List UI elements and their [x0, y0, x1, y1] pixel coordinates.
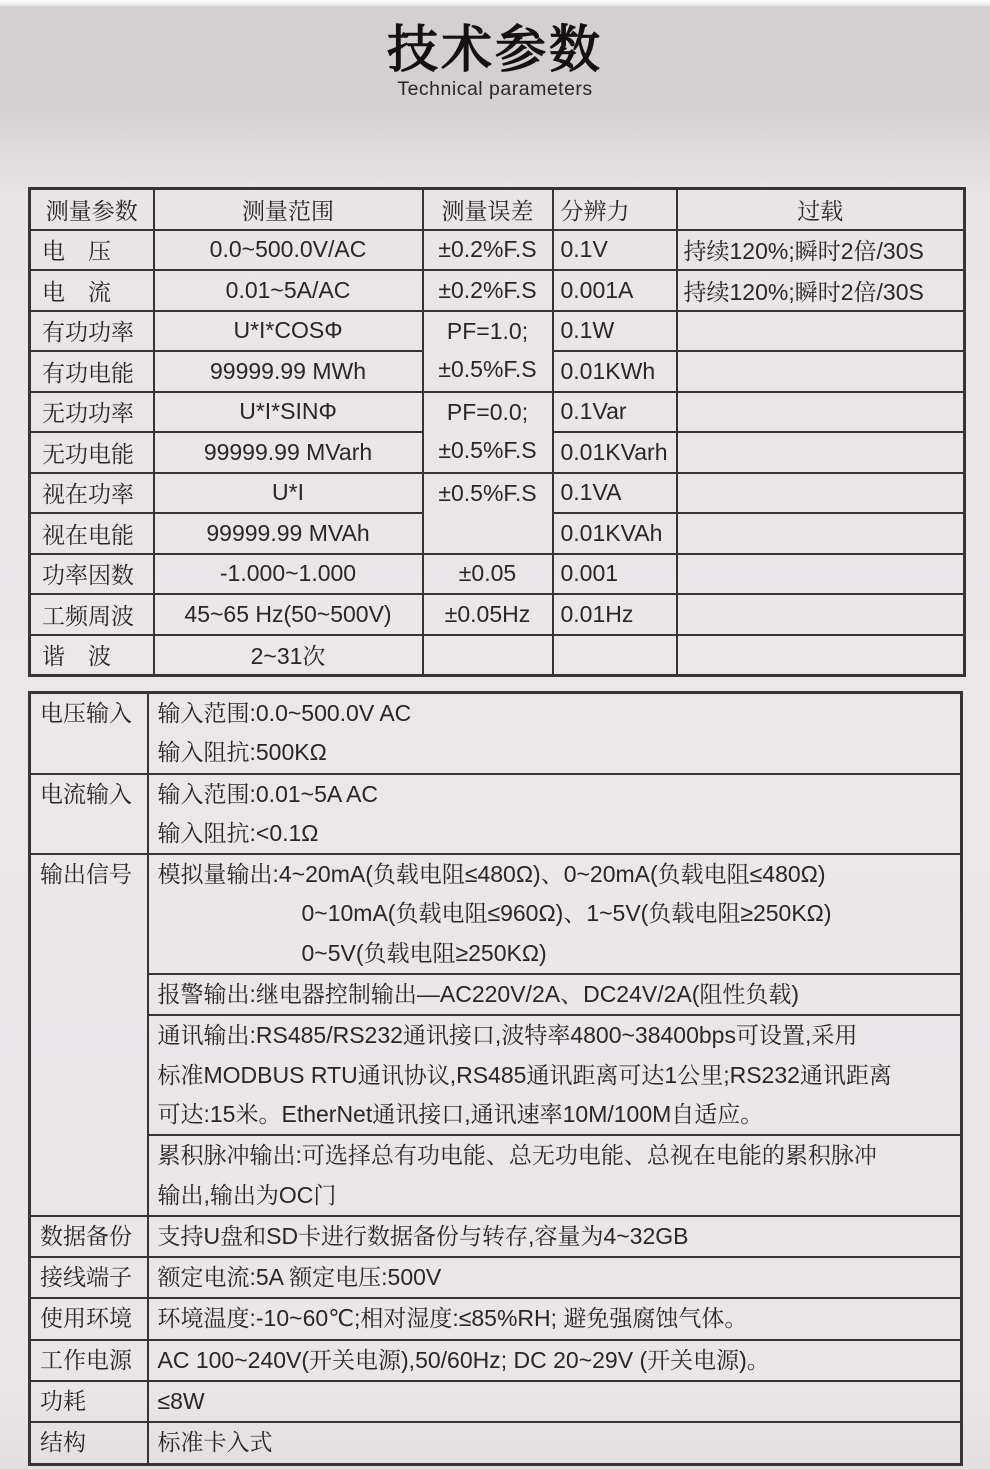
spec-content [148, 1340, 962, 1381]
overload-cell [677, 473, 965, 514]
spec-line: 支持U盘和SD卡进行数据备份与转存,容量为4~32GB [157, 1222, 689, 1249]
range-cell: -1.000~1.000 [154, 554, 423, 595]
range-cell: 0.01~5A/AC [154, 270, 423, 311]
resolution-cell: 0.1Var [553, 392, 677, 433]
table-row [30, 270, 965, 311]
param-cell: 无功电能 [30, 432, 154, 473]
range-cell: 0.0~500.0V/AC [154, 230, 423, 271]
spec-line: 模拟量输出:4~20mA(负载电阻≤480Ω)、0~20mA(负载电阻≤480Ω) [157, 861, 826, 888]
spec-content [148, 1298, 962, 1339]
spec-line: ≤8W [157, 1388, 205, 1415]
spec-label: 电压输入 [30, 693, 148, 774]
spec-row-output-signal-analog [30, 854, 962, 974]
overload-cell [677, 432, 965, 473]
resolution-cell: 0.1V [553, 230, 677, 271]
error-line: ±0.5%F.S [438, 356, 537, 382]
range-cell: U*I [154, 473, 423, 514]
spec-content [148, 1015, 962, 1135]
param-cell: 工频周波 [30, 594, 154, 635]
param-cell: 谐 波 [30, 635, 154, 676]
overload-cell [677, 554, 965, 595]
error-cell: ±0.2%F.S [423, 270, 553, 311]
spec-label: 输出信号 [30, 854, 148, 1216]
error-cell-merged [423, 473, 553, 554]
col-header-error: 测量误差 [423, 189, 553, 230]
resolution-cell: 0.001 [553, 554, 677, 595]
spec-row-voltage-input [30, 693, 962, 774]
resolution-cell: 0.1W [553, 311, 677, 352]
measurement-table [28, 187, 966, 677]
overload-cell: 持续120%;瞬时2倍/30S [677, 230, 965, 271]
page-subtitle: Technical parameters [397, 78, 593, 100]
range-cell: U*I*COSΦ [154, 311, 423, 352]
error-line: PF=0.0; [446, 398, 529, 425]
overload-cell [677, 635, 965, 676]
spec-line: AC 100~240V(开关电源),50/60Hz; DC 20~29V (开关电源)。 [157, 1346, 770, 1373]
spec-line: 0~10mA(负载电阻≤960Ω)、1~5V(负载电阻≥250KΩ) [301, 900, 832, 927]
spec-line: 报警输出:继电器控制输出—AC220V/2A、DC24V/2A(阻性负载) [157, 981, 800, 1008]
param-cell: 视在功率 [30, 473, 154, 514]
page-title: 技术参数 [386, 21, 603, 78]
range-cell: U*I*SINΦ [154, 392, 423, 433]
spec-line: 输入范围:0.01~5A AC [157, 780, 379, 807]
param-cell: 有功电能 [30, 351, 154, 392]
spec-line: 输入阻抗:500KΩ [157, 739, 327, 766]
table-row [30, 554, 965, 595]
spec-label: 结构 [30, 1422, 148, 1464]
spec-row-output-signal-comm [30, 1015, 962, 1135]
error-cell: ±0.2%F.S [423, 230, 553, 271]
spec-content [148, 1381, 962, 1422]
overload-cell: 持续120%;瞬时2倍/30S [677, 270, 965, 311]
overload-cell [677, 392, 965, 433]
spec-row-consumption [30, 1381, 962, 1422]
resolution-cell: 0.01KVarh [553, 432, 677, 473]
param-cell: 电 压 [30, 230, 154, 271]
param-cell: 视在电能 [30, 513, 154, 554]
spec-row-current-input [30, 774, 962, 855]
col-header-overload: 过载 [677, 189, 965, 230]
error-cell: ±0.05 [423, 554, 553, 595]
overload-cell [677, 311, 965, 352]
error-cell: ±0.05Hz [423, 594, 553, 635]
spec-line: 环境温度:-10~60℃;相对湿度:≤85%RH; 避免强腐蚀气体。 [157, 1305, 748, 1332]
spec-row-terminals [30, 1257, 962, 1298]
error-cell-merged [423, 311, 553, 392]
page-header [0, 21, 990, 100]
spec-label: 使用环境 [30, 1298, 148, 1339]
resolution-cell: 0.001A [553, 270, 677, 311]
error-line: ±0.5%F.S [438, 479, 537, 506]
spec-content [148, 693, 962, 774]
param-cell: 电 流 [30, 270, 154, 311]
spec-line: 累积脉冲输出:可选择总有功电能、总无功电能、总视在电能的累积脉冲 [157, 1142, 877, 1169]
range-cell: 99999.99 MWh [154, 351, 423, 392]
overload-cell [677, 594, 965, 635]
spec-content [148, 854, 962, 974]
spec-content [148, 1257, 962, 1298]
spec-label: 工作电源 [30, 1340, 148, 1381]
range-cell: 99999.99 MVarh [154, 432, 423, 473]
table-row [30, 473, 965, 514]
range-cell: 99999.99 MVAh [154, 513, 423, 554]
spec-line: 额定电流:5A 额定电压:500V [157, 1264, 442, 1291]
resolution-cell [553, 635, 677, 676]
resolution-cell: 0.01Hz [553, 594, 677, 635]
param-cell: 有功功率 [30, 311, 154, 352]
spec-label: 数据备份 [30, 1216, 148, 1257]
col-header-param: 测量参数 [30, 189, 154, 230]
spec-content [148, 1216, 962, 1257]
range-cell: 2~31次 [154, 635, 423, 676]
spec-line: 标准MODBUS RTU通讯协议,RS485通讯距离可达1公里;RS232通讯距离 [157, 1061, 892, 1088]
spec-label: 电流输入 [30, 774, 148, 855]
spec-row-environment [30, 1298, 962, 1339]
spec-row-power-supply [30, 1340, 962, 1381]
spec-line: 通讯输出:RS485/RS232通讯接口,波特率4800~38400bps可设置,采用 [157, 1022, 858, 1049]
spec-line: 可达:15米。EtherNet通讯接口,通讯速率10M/100M自适应。 [157, 1100, 764, 1127]
param-cell: 无功功率 [30, 392, 154, 433]
spec-content [148, 1422, 962, 1464]
spec-table [28, 691, 963, 1466]
spec-row-output-signal-pulse [30, 1135, 962, 1216]
range-cell: 45~65 Hz(50~500V) [154, 594, 423, 635]
spec-label: 接线端子 [30, 1257, 148, 1298]
spec-row-output-signal-alarm [30, 974, 962, 1015]
table-row [30, 594, 965, 635]
overload-cell [677, 513, 965, 554]
table-row [30, 392, 965, 433]
spec-label: 功耗 [30, 1381, 148, 1422]
resolution-cell: 0.01KWh [553, 351, 677, 392]
resolution-cell: 0.1VA [553, 473, 677, 514]
spec-row-structure [30, 1422, 962, 1464]
error-line: PF=1.0; [446, 317, 529, 344]
error-line: ±0.5%F.S [438, 437, 537, 463]
error-cell [423, 635, 553, 676]
overload-cell [677, 351, 965, 392]
table-row [30, 230, 965, 271]
spec-line: 输入范围:0.0~500.0V AC [157, 700, 412, 726]
param-cell: 功率因数 [30, 554, 154, 595]
error-line [424, 512, 552, 551]
table-row [30, 311, 965, 352]
resolution-cell: 0.01KVAh [553, 513, 677, 554]
spec-line: 输出,输出为OC门 [157, 1181, 337, 1208]
spec-content [148, 774, 962, 855]
spec-line: 标准卡入式 [157, 1429, 273, 1456]
col-header-range: 测量范围 [154, 189, 423, 230]
spec-line: 输入阻抗:<0.1Ω [157, 819, 319, 846]
spec-content [148, 1135, 962, 1216]
error-cell-merged [423, 392, 553, 473]
spec-line: 0~5V(负载电阻≥250KΩ) [301, 939, 547, 966]
measurement-header-row [30, 189, 965, 230]
table-row [30, 635, 965, 676]
col-header-resolution: 分辨力 [553, 189, 677, 230]
spec-row-data-backup [30, 1216, 962, 1257]
spec-content [148, 974, 962, 1015]
